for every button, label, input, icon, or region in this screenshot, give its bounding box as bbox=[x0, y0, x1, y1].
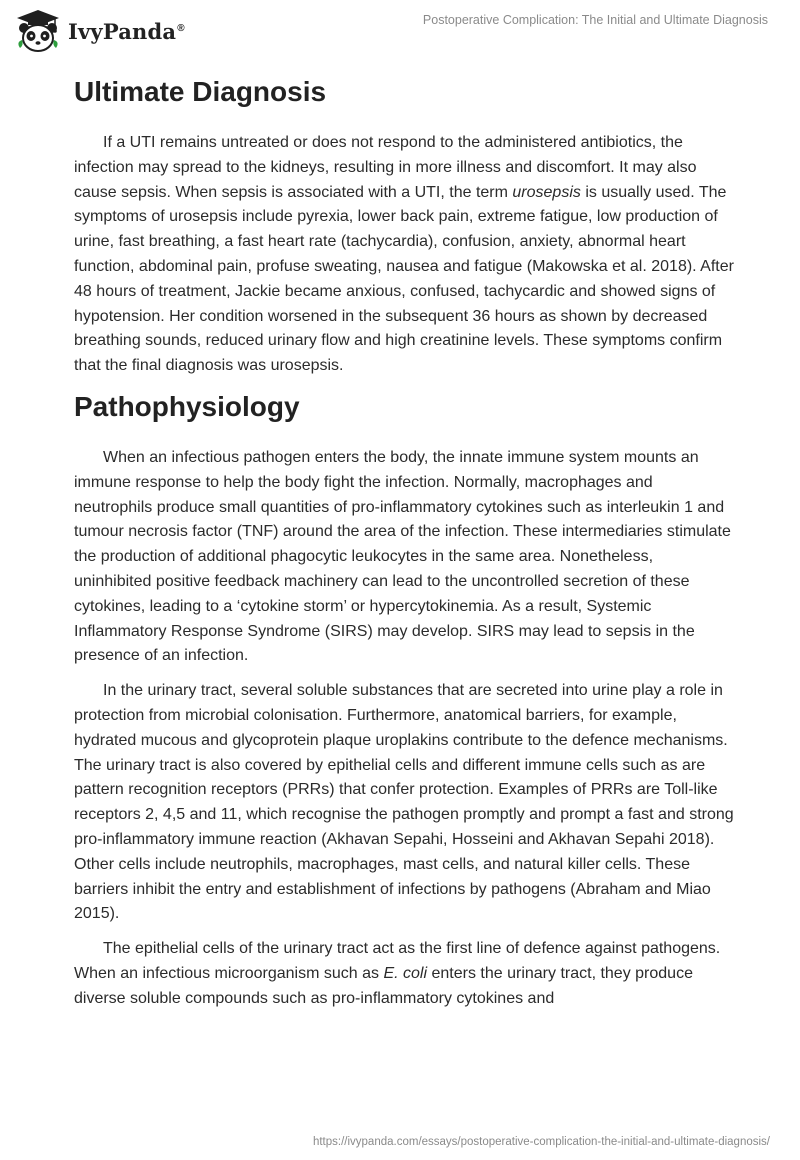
header-essay-title: Postoperative Complication: The Initial and Ultimate Diagnosis bbox=[422, 13, 768, 27]
logo-wordmark: IvyPanda® bbox=[68, 18, 185, 44]
term-e-coli: E. coli bbox=[383, 964, 428, 982]
section-heading-ultimate-diagnosis: Ultimate Diagnosis bbox=[74, 76, 327, 107]
paragraph: In the urinary tract, several soluble substances that are secreted into urine play a role in protection from microbial colonisation. Furthermore, anatomical barriers, for example, hydrated mucous and glycoprotein plaque uroplakins contribute to the defence mechanisms. The urinary tract is also covered by epithelial cells and different immune cells such as are pattern recognition receptors (PRRs) that confer protection. Examples of PRRs are Toll-like receptors 2, 4,5 and 11, which recognise the pathogen promptly and prompt a fast and strong pro-inflammatory immune reaction (Akhavan Sepahi, Hosseini and Akhavan Sepahi 2018). Other cells include neutrophils, macrophages, mast cells, and natural killer cells. These barriers inhibit the entry and establishment of infections by pathogens (Abraham and Miao 2015). bbox=[74, 682, 734, 923]
page-header bbox=[0, 0, 800, 60]
ivypanda-logo[interactable] bbox=[14, 8, 185, 54]
paragraph: If a UTI remains untreated or does not respond to the administered antibiotics, the infection may spread to the kidneys, resulting in more illness and discomfort. It may also cause sepsis. When sepsis is associated with a UTI, the term urosepsis is usually used. The symptoms of urosepsis include pyrexia, lower back pain, extreme fatigue, low production of urine, fast breathing, a fast heart rate (tachycardia), confusion, anxiety, abnormal heart function, abdominal pain, profuse sweating, nausea and fatigue (Makowska et al. 2018). After 48 hours of treatment, Jackie became anxious, confused, tachycardic and showed signs of hypotension. Her condition worsened in the subsequent 36 hours as shown by decreased breathing sounds, reduced urinary flow and high creatinine levels. These symptoms confirm that the final diagnosis was urosepsis. bbox=[74, 134, 734, 375]
panda-graduate-icon bbox=[14, 8, 62, 54]
term-urosepsis: urosepsis bbox=[512, 183, 581, 201]
paragraph: The epithelial cells of the urinary tract act as the first line of defence against pathogens. When an infectious microorganism such as E. coli enters the urinary tract, they produce diverse soluble compounds such as pro-inflammatory cytokines and bbox=[74, 940, 721, 1007]
section-heading-pathophysiology: Pathophysiology bbox=[74, 390, 300, 422]
essay-content bbox=[74, 70, 734, 1012]
paragraph: When an infectious pathogen enters the body, the innate immune system mounts an immune response to help the body fight the infection. Normally, macrophages and neutrophils produce small quantities of pro-inflammatory cytokines such as interleukin 1 and tumour necrosis factor (TNF) around the area of the infection. These intermediaries stimulate the production of additional phagocytic leukocytes in the same area. Nonetheless, uninhibited positive feedback machinery can lead to the uncontrolled secretion of these cytokines, leading to a ‘cytokine storm’ or hypercytokinemia. As a result, Systemic Inflammatory Response Syndrome (SIRS) may develop. SIRS may lead to sepsis in the presence of an infection. bbox=[74, 448, 731, 665]
source-url[interactable]: https://ivypanda.com/essays/postoperative-complication-the-initial-and-ultimate-diagnosis/ bbox=[312, 1136, 770, 1148]
